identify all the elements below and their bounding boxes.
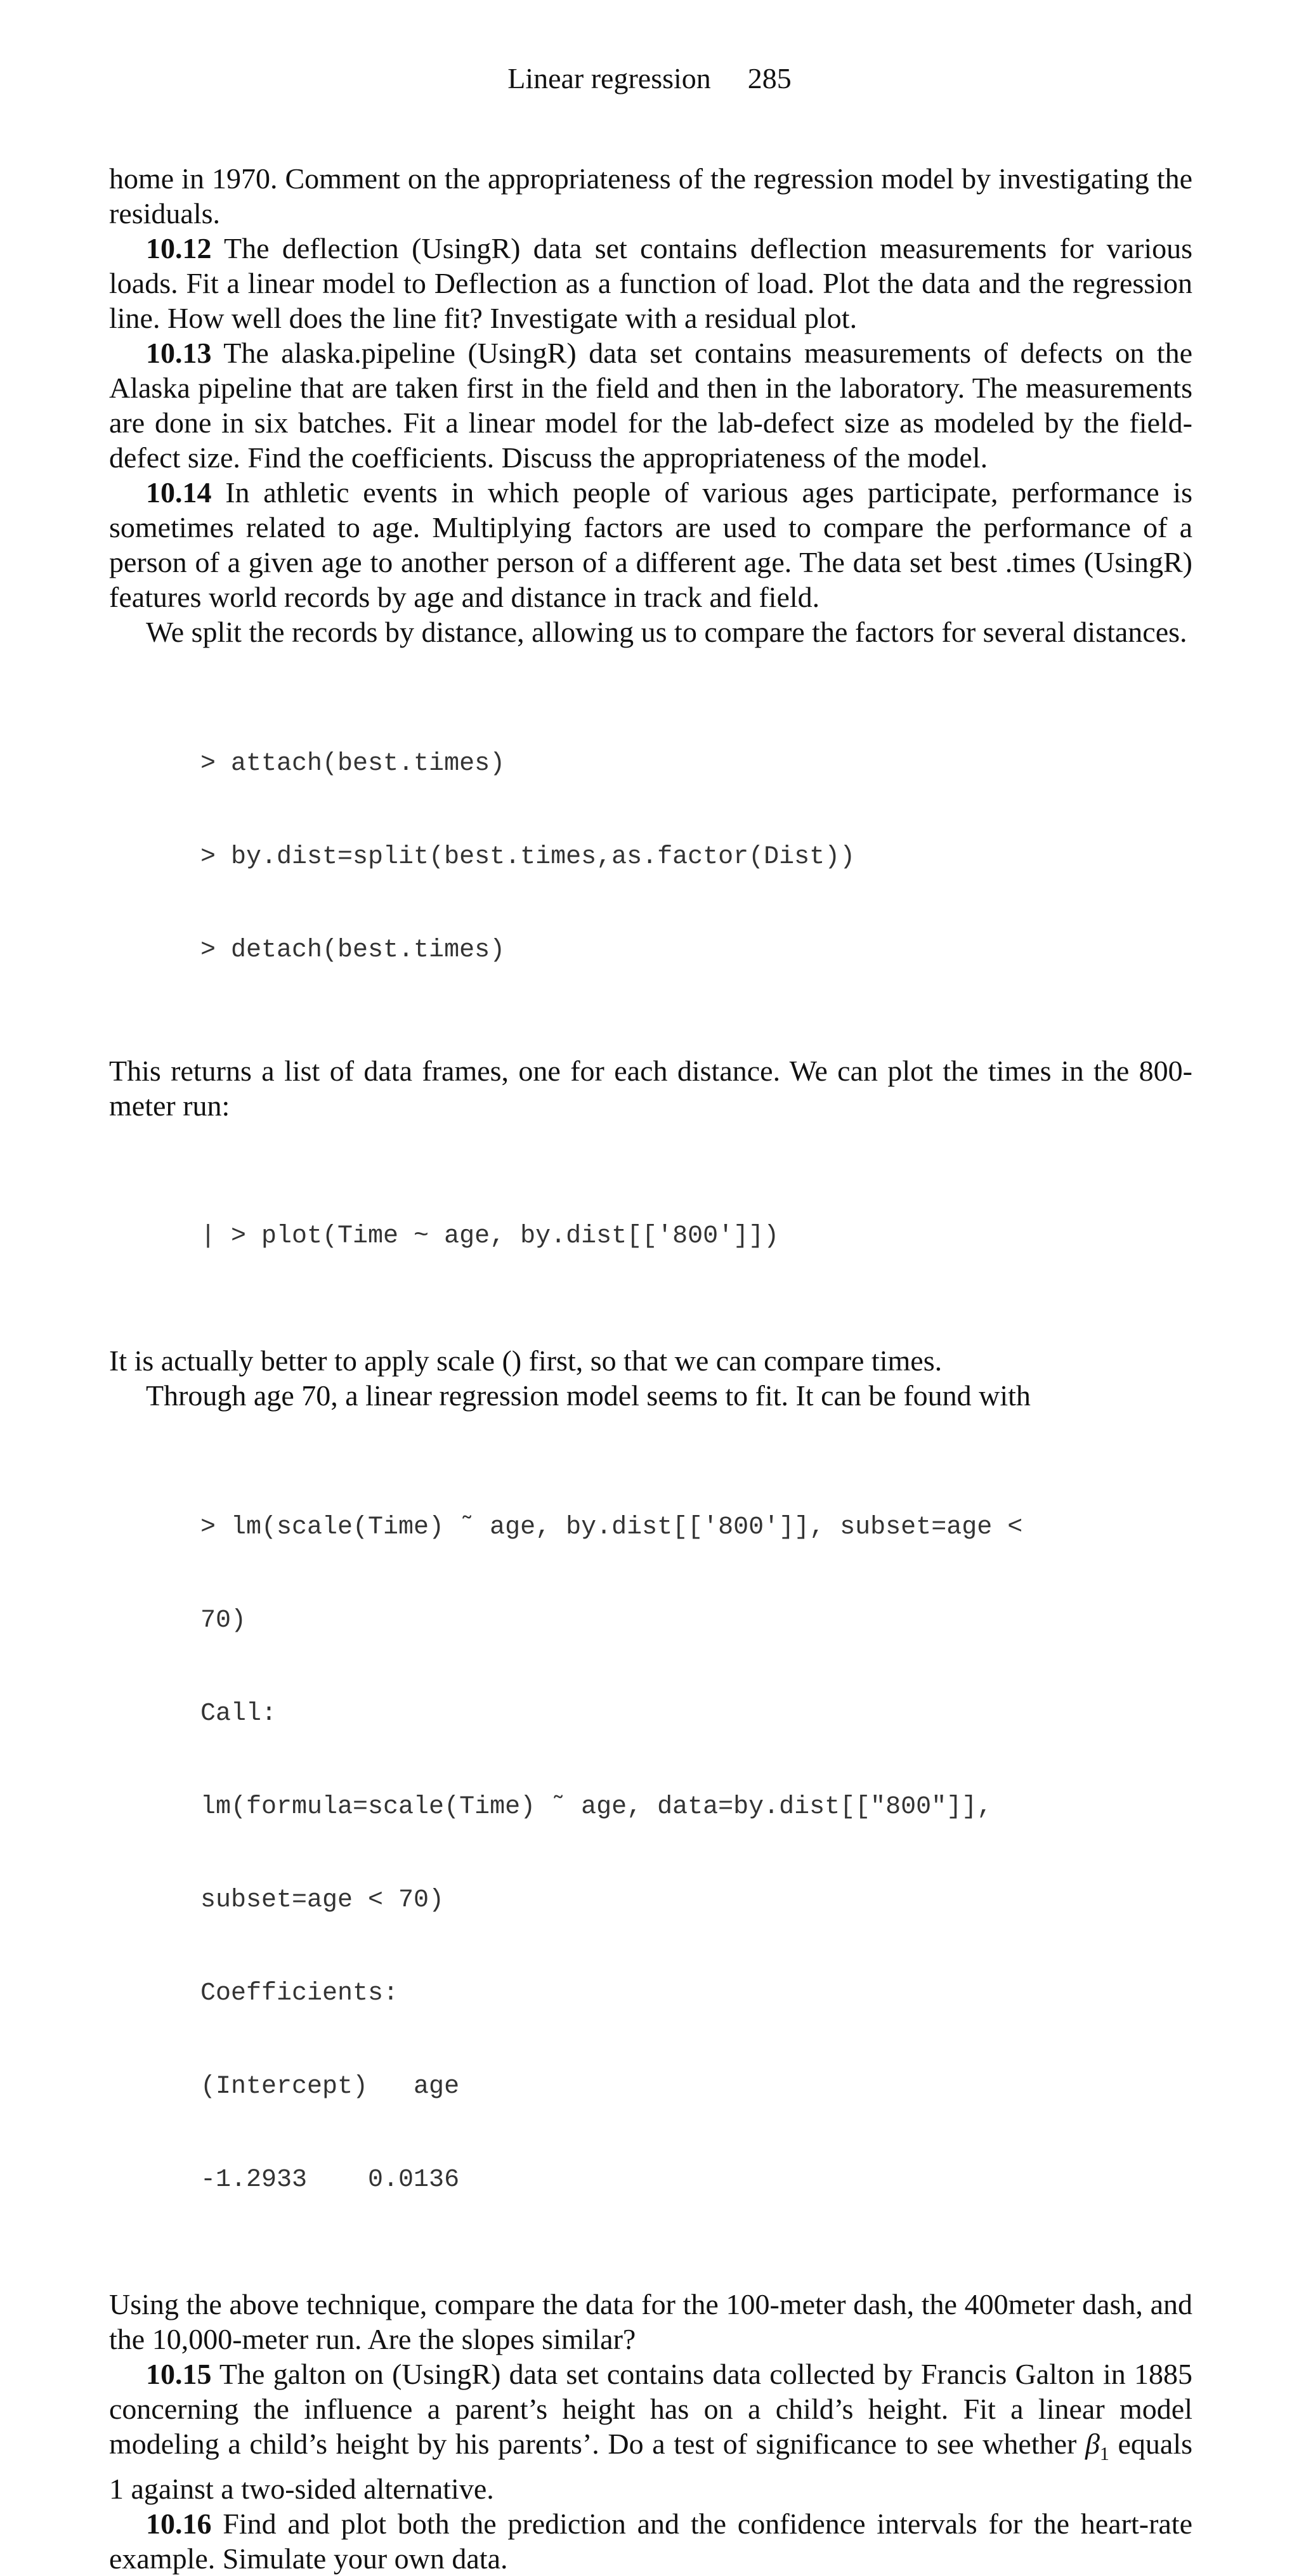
exercise-10-13 — [109, 335, 1192, 475]
exercise-10-16 — [109, 2506, 1192, 2576]
running-title: Linear regression — [507, 62, 711, 94]
exercise-number: 10.14 — [146, 476, 212, 509]
code-line: subset=age < 70) — [200, 1886, 445, 1915]
code-block-plot — [109, 1159, 1192, 1314]
exercise-10-15 — [109, 2357, 1192, 2506]
code-line: lm(formula=scale(Time) ˜ age, data=by.dist[["800"]], — [200, 1793, 993, 1821]
code-block-lm — [109, 1450, 1192, 2258]
beta-symbol — [1085, 2428, 1109, 2465]
exercise-text: The alaska.pipeline (UsingR) data set contains measurements of defects on the Alaska pipeline that are taken first in the field and then in the laboratory. The measurements are done in six batches. Fit a linear model for the lab-defect size as modeled by the field-defect size. Find the coefficients. Discuss the appropriateness of the model. — [109, 337, 1192, 474]
code-line: | > plot(Time ~ age, by.dist[['800']]) — [200, 1222, 780, 1251]
code-line: > by.dist=split(best.times,as.factor(Dist)) — [200, 843, 856, 871]
paragraph-scale: It is actually better to apply scale () first, so that we can compare times. — [109, 1344, 943, 1377]
exercise-text: The deflection (UsingR) data set contains deflection measurements for various loads. Fit a linear model to Deflection as a function of load. Plot the data and the regression line. How well does the line fit? Investigate with a residual plot. — [109, 232, 1192, 334]
page-body — [109, 161, 1192, 2576]
code-block-split — [109, 686, 1192, 1028]
exercise-10-12 — [109, 231, 1192, 335]
beta-subscript: 1 — [1099, 2443, 1109, 2465]
code-line: Coefficients: — [200, 1979, 399, 2008]
paragraph-split: We split the records by distance, allowing us to compare the factors for several distances. — [146, 616, 1187, 648]
paragraph-residuals: home in 1970. Comment on the appropriateness of the regression model by investigating the residuals. — [109, 162, 1192, 230]
exercise-text-cont: equals 1 against a two-sided alternative. — [109, 2428, 1192, 2506]
code-line: (Intercept) age — [200, 2072, 460, 2101]
exercise-number: 10.13 — [146, 337, 212, 369]
exercise-10-14 — [109, 475, 1192, 615]
beta-letter: β — [1085, 2428, 1100, 2460]
exercise-text: In athletic events in which people of various ages participate, performance is sometimes related to age. Multiplying factors are used to compare the performance of a person of a given age to another person of a different age. The data set best .times (UsingR) features world records by age and distance in track and field. — [109, 476, 1192, 613]
exercise-number: 10.12 — [146, 232, 212, 264]
paragraph-data-frames: This returns a list of data frames, one for each distance. We can plot the times in the 800-meter run: — [109, 1055, 1192, 1122]
code-line: > attach(best.times) — [200, 750, 506, 778]
paragraph-technique: Using the above technique, compare the data for the 100-meter dash, the 400meter dash, and the 10,000-meter run. Are the slopes similar? — [109, 2288, 1192, 2355]
running-header — [0, 61, 1299, 96]
exercise-text: Find and plot both the prediction and the confidence intervals for the heart-rate example. Simulate your own data. — [109, 2508, 1192, 2575]
code-line: > lm(scale(Time) ˜ age, by.dist[['800']], subset=age < — [200, 1513, 1023, 1542]
code-line: Call: — [200, 1700, 277, 1728]
code-line: 70) — [200, 1606, 247, 1635]
paragraph-age-70: Through age 70, a linear regression model seems to fit. It can be found with — [146, 1379, 1031, 1412]
exercise-number: 10.16 — [146, 2508, 212, 2540]
page-number: 285 — [747, 62, 792, 94]
code-line: -1.2933 0.0136 — [200, 2166, 460, 2194]
code-line: > detach(best.times) — [200, 936, 506, 965]
exercise-number: 10.15 — [146, 2358, 212, 2390]
exercise-text: The galton on (UsingR) data set contains data collected by Francis Galton in 1885 concerning the influence a parent’s height has on a child’s height. Fit a linear model modeling a child’s height by his parents’. Do a test of significance to see whether — [109, 2358, 1192, 2460]
